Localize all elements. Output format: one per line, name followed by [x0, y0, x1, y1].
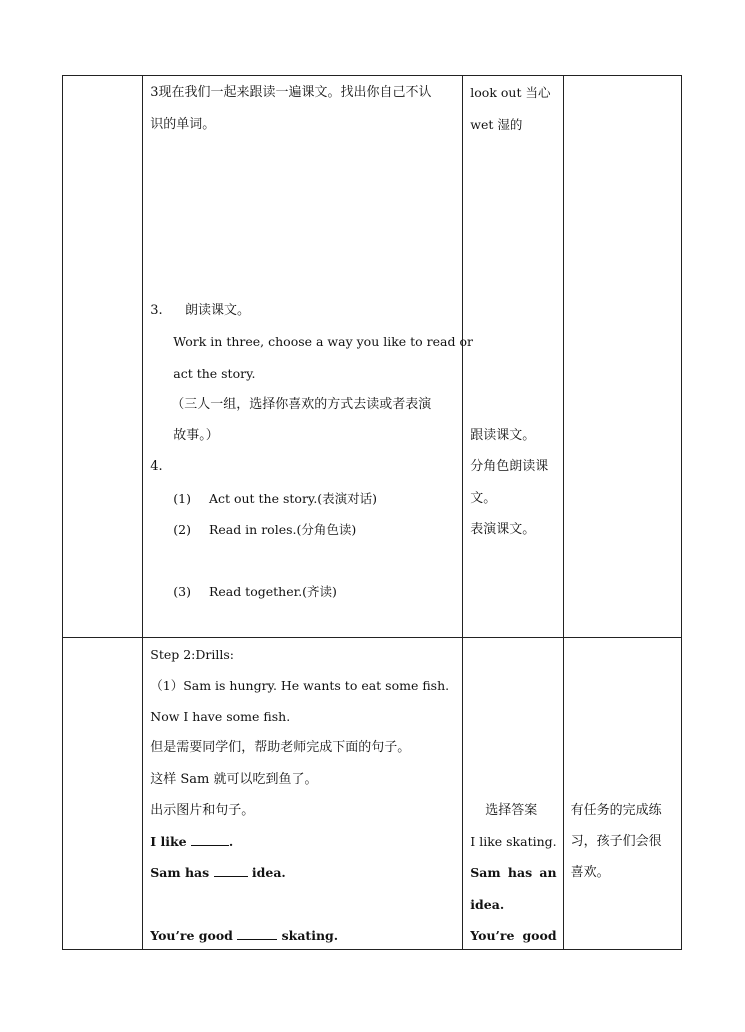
intro-line: 3现在我们一起来跟读一遍课文。找出你自己不认 — [150, 85, 432, 100]
step-label-cell — [63, 76, 143, 638]
drill-line: 但是需要同学们，帮助老师完成下面的句子。 — [150, 740, 411, 755]
answer-line: I like skating. — [470, 834, 557, 849]
drill-line: Now I have some fish. — [150, 709, 291, 724]
intent-line: 喜欢。 — [570, 865, 610, 880]
instruction-line: Work in three, choose a way you like to read or — [173, 334, 473, 349]
answer-line: Sam has an — [470, 865, 557, 880]
student-activity: 表演课文。 — [470, 522, 536, 537]
lesson-plan-table — [62, 75, 682, 950]
student-activity: 文。 — [470, 491, 497, 506]
student-activity-cell — [463, 638, 563, 950]
drill-line: （1）Sam is hungry. He wants to eat some fish. — [150, 678, 450, 693]
teacher-activity-cell — [143, 638, 463, 950]
option-item: (1) Act out the story.(表演对话) — [173, 491, 378, 506]
design-intent-cell — [563, 638, 681, 950]
step-label-cell — [63, 638, 143, 950]
intent-line: 习，孩子们会很 — [570, 834, 662, 849]
instruction-line: act the story. — [173, 366, 256, 381]
answer-line: idea. — [470, 897, 505, 912]
answer-blank — [214, 876, 248, 877]
design-intent-cell — [563, 76, 681, 638]
answer-line: You’re good — [470, 928, 557, 943]
instruction-line: 故事。） — [173, 428, 219, 443]
intro-line: 识的单词。 — [150, 117, 216, 132]
item-number: 4. — [150, 459, 163, 474]
item-title: 朗读课文。 — [184, 303, 250, 318]
table-row — [63, 76, 682, 638]
student-activity: 选择答案 — [485, 803, 538, 818]
option-item: (3) Read together.(齐读) — [173, 584, 337, 599]
table-row — [63, 638, 682, 950]
intent-line: 有任务的完成练 — [570, 803, 662, 818]
fill-blank-sentence: Sam has idea. — [150, 865, 286, 880]
vocab-item: wet 湿的 — [470, 117, 523, 132]
instruction-line: （三人一组，选择你喜欢的方式去读或者表演 — [171, 397, 432, 412]
student-activity-cell — [463, 76, 563, 638]
vocab-item: look out 当心 — [470, 85, 551, 100]
step-heading: Step 2:Drills: — [150, 647, 234, 662]
answer-blank — [191, 845, 229, 846]
student-activity: 分角色朗读课 — [470, 459, 549, 474]
option-item: (2) Read in roles.(分角色读) — [173, 522, 357, 537]
student-activity: 跟读课文。 — [470, 428, 536, 443]
drill-line: 这样 Sam 就可以吃到鱼了。 — [150, 772, 318, 787]
fill-blank-sentence: I like . — [150, 834, 234, 849]
answer-blank — [237, 939, 277, 940]
item-3-heading — [150, 302, 456, 320]
teacher-activity-cell — [143, 76, 473, 638]
drill-line: 出示图片和句子。 — [150, 803, 255, 818]
item-number: 3. — [150, 303, 163, 318]
fill-blank-sentence: You’re good skating. — [150, 928, 339, 943]
